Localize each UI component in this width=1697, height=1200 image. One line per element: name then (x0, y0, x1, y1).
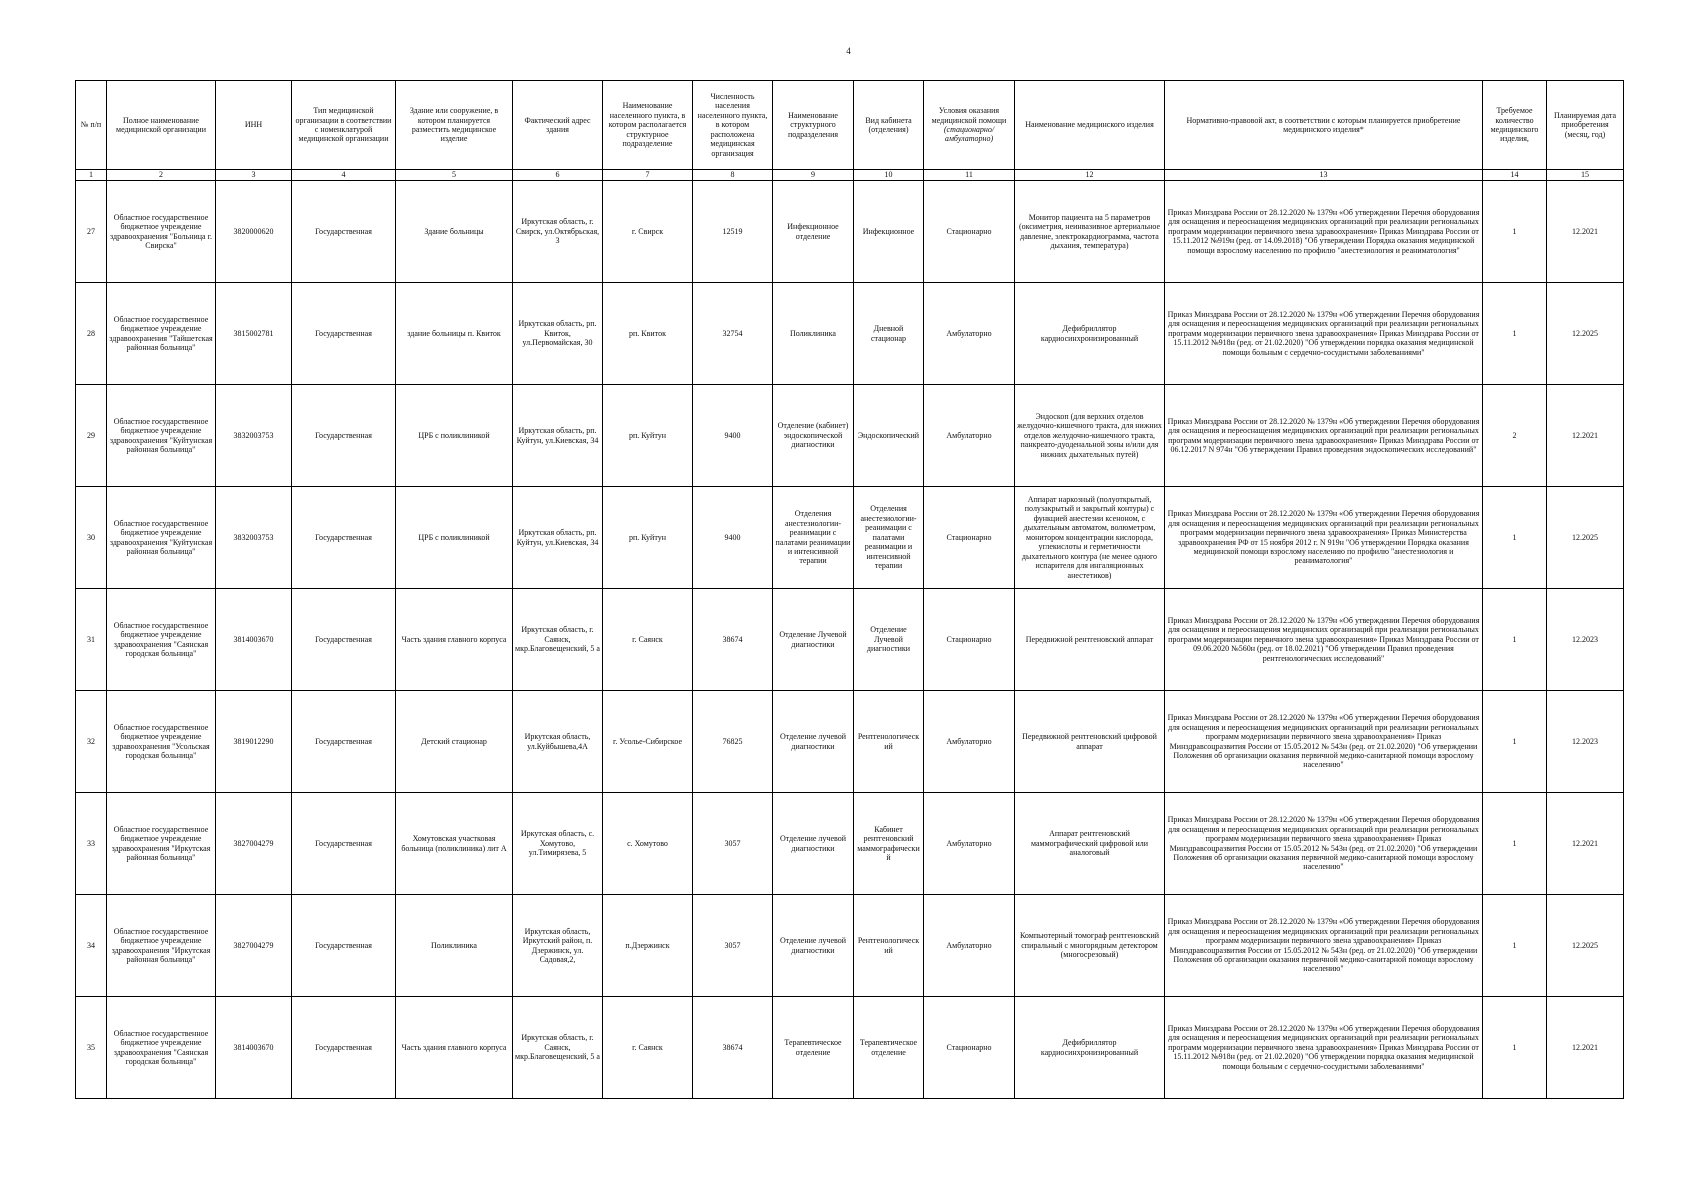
unit-cell: Терапевтическое отделение (773, 997, 854, 1099)
header-cell-unit: Наименование структурного подразделения (773, 81, 854, 170)
address-cell: Иркутская область, г. Саянск, мкр.Благовещенский, 5 а (513, 997, 603, 1099)
settlement-cell: п.Дзержинск (603, 895, 693, 997)
unit-cell: Отделение лучевой диагностики (773, 895, 854, 997)
purchase-date-cell: 12.2021 (1547, 181, 1624, 283)
cabinet-cell: Рентгенологический (854, 691, 924, 793)
column-index-cell: 7 (603, 170, 693, 181)
building-cell: Часть здания главного корпуса (396, 589, 513, 691)
purchase-date-cell: 12.2021 (1547, 385, 1624, 487)
purchase-date-cell: 12.2025 (1547, 895, 1624, 997)
row-number-cell: 33 (76, 793, 107, 895)
address-cell: Иркутская область, г. Свирск, ул.Октябрьская, 3 (513, 181, 603, 283)
quantity-cell: 1 (1483, 793, 1547, 895)
unit-cell: Инфекционное отделение (773, 181, 854, 283)
organization-cell: Областное государственное бюджетное учреждение здравоохранения "Больница г. Свирска" (107, 181, 216, 283)
row-number-cell: 30 (76, 487, 107, 589)
table-row (76, 895, 1624, 997)
organization-cell: Областное государственное бюджетное учреждение здравоохранения "Куйтунская районная больница" (107, 385, 216, 487)
address-cell: Иркутская область, ул.Куйбышева,4А (513, 691, 603, 793)
conditions-cell: Стационарно (924, 997, 1015, 1099)
org-type-cell: Государственная (292, 385, 396, 487)
unit-cell: Отделение Лучевой диагностики (773, 589, 854, 691)
column-index-cell: 1 (76, 170, 107, 181)
quantity-cell: 1 (1483, 691, 1547, 793)
settlement-cell: г. Саянск (603, 589, 693, 691)
organization-cell: Областное государственное бюджетное учреждение здравоохранения "Иркутская районная больница" (107, 895, 216, 997)
population-cell: 38674 (693, 589, 773, 691)
quantity-cell: 1 (1483, 283, 1547, 385)
legal-act-cell: Приказ Минздрава России от 28.12.2020 № 1379н «Об утверждении Перечня оборудования для оснащения и переоснащения медицинских организаций при реализации региональных программ модернизации первичного звена здравоохранения» Приказ Минздрава России от 06.12.2017 N 974н "Об утверждении Правил проведения эндоскопических исследований" (1165, 385, 1483, 487)
inn-cell: 3815002781 (216, 283, 292, 385)
building-cell: здание больницы п. Квиток (396, 283, 513, 385)
table-row (76, 691, 1624, 793)
settlement-cell: рп. Квиток (603, 283, 693, 385)
organization-cell: Областное государственное бюджетное учреждение здравоохранения "Куйтунская районная больница" (107, 487, 216, 589)
building-cell: ЦРБ с поликлиникой (396, 487, 513, 589)
table-row (76, 385, 1624, 487)
inn-cell: 3820000620 (216, 181, 292, 283)
conditions-cell: Амбулаторно (924, 385, 1015, 487)
cabinet-cell: Отделение Лучевой диагностики (854, 589, 924, 691)
quantity-cell: 2 (1483, 385, 1547, 487)
header-cell-qty: Требуемое количество медицинского изделия, (1483, 81, 1547, 170)
column-index-cell: 6 (513, 170, 603, 181)
building-cell: Поликлиника (396, 895, 513, 997)
column-index-cell: 15 (1547, 170, 1624, 181)
column-index-cell: 13 (1165, 170, 1483, 181)
column-index-cell: 10 (854, 170, 924, 181)
quantity-cell: 1 (1483, 181, 1547, 283)
legal-act-cell: Приказ Минздрава России от 28.12.2020 № 1379н «Об утверждении Перечня оборудования для оснащения и переоснащения медицинских организаций при реализации региональных программ модернизации первичного звена здравоохранения» Приказ Минздравсоцразвития России от 15.05.2012 № 543н (ред. от 21.02.2020) "Об утверждении Положения об организации оказания первичной медико-санитарной помощи взрослому населению" (1165, 793, 1483, 895)
inn-cell: 3832003753 (216, 487, 292, 589)
inn-cell: 3814003670 (216, 997, 292, 1099)
table-row (76, 487, 1624, 589)
table-row (76, 589, 1624, 691)
address-cell: Иркутская область, Иркутский район, п. Дзержинск, ул. Садовая,2, (513, 895, 603, 997)
device-cell: Передвижной рентгеновский цифровой аппарат (1015, 691, 1165, 793)
header-cell-conditions-label: Условия оказания медицинской помощи (931, 106, 1007, 125)
header-cell-inn: ИНН (216, 81, 292, 170)
table-row (76, 283, 1624, 385)
building-cell: Здание больницы (396, 181, 513, 283)
conditions-cell: Амбулаторно (924, 793, 1015, 895)
legal-act-cell: Приказ Минздрава России от 28.12.2020 № 1379н «Об утверждении Перечня оборудования для оснащения и переоснащения медицинских организаций при реализации региональных программ модернизации первичного звена здравоохранения» Приказ Минздравсоцразвития России от 15.05.2012 № 543н (ред. от 21.02.2020) "Об утверждении Положения об организации оказания первичной медико-санитарной помощи взрослому населению" (1165, 895, 1483, 997)
legal-act-cell: Приказ Минздрава России от 28.12.2020 № 1379н «Об утверждении Перечня оборудования для оснащения и переоснащения медицинских организаций при реализации региональных программ модернизации первичного звена здравоохранения» Приказ Минздрава России от 09.06.2020 №560н (ред. от 18.02.2021) "Об утверждении Правил проведения рентгенологических исследований" (1165, 589, 1483, 691)
header-cell-act: Нормативно-правовой акт, в соответствии с которым планируется приобретение медицинского изделия* (1165, 81, 1483, 170)
inn-cell: 3832003753 (216, 385, 292, 487)
table-body (76, 181, 1624, 1099)
quantity-cell: 1 (1483, 487, 1547, 589)
table-row (76, 181, 1624, 283)
cabinet-cell: Дневной стационар (854, 283, 924, 385)
page-number: 4 (846, 46, 851, 56)
org-type-cell: Государственная (292, 895, 396, 997)
population-cell: 12519 (693, 181, 773, 283)
unit-cell: Отделение лучевой диагностики (773, 691, 854, 793)
population-cell: 3057 (693, 895, 773, 997)
row-number-cell: 31 (76, 589, 107, 691)
settlement-cell: рп. Куйтун (603, 385, 693, 487)
device-cell: Аппарат наркозный (полуоткрытый, полузакрытый и закрытый контуры) с функцией анестезии ксеноном, с дыхательным автоматом, волюметром, монитором концентрации кислорода, углекислоты и герметичности дыхательного контура (не менее одного испарителя для ингаляционных анестетиков) (1015, 487, 1165, 589)
unit-cell: Поликлиника (773, 283, 854, 385)
legal-act-cell: Приказ Минздрава России от 28.12.2020 № 1379н «Об утверждении Перечня оборудования для оснащения и переоснащения медицинских организаций при реализации региональных программ модернизации первичного звена здравоохранения» Приказ Минздрава России от 15.11.2012 №918н (ред. от 21.02.2020) "Об утверждении порядка оказания медицинской помощи больным с сердечно-сосудистыми заболеваниями" (1165, 997, 1483, 1099)
building-cell: Часть здания главного корпуса (396, 997, 513, 1099)
unit-cell: Отделение лучевой диагностики (773, 793, 854, 895)
building-cell: Детский стационар (396, 691, 513, 793)
settlement-cell: с. Хомутово (603, 793, 693, 895)
unit-cell: Отделения анестезиологии-реанимации с палатами реанимации и интенсивной терапии (773, 487, 854, 589)
org-type-cell: Государственная (292, 283, 396, 385)
device-cell: Передвижной рентгеновский аппарат (1015, 589, 1165, 691)
purchase-date-cell: 12.2025 (1547, 283, 1624, 385)
column-index-cell: 2 (107, 170, 216, 181)
quantity-cell: 1 (1483, 589, 1547, 691)
unit-cell: Отделение (кабинет) эндоскопической диагностики (773, 385, 854, 487)
settlement-cell: г. Саянск (603, 997, 693, 1099)
population-cell: 32754 (693, 283, 773, 385)
conditions-cell: Стационарно (924, 487, 1015, 589)
org-type-cell: Государственная (292, 793, 396, 895)
cabinet-cell: Кабинет рентгеновский маммографический (854, 793, 924, 895)
purchase-date-cell: 12.2025 (1547, 487, 1624, 589)
conditions-cell: Стационарно (924, 589, 1015, 691)
org-type-cell: Государственная (292, 691, 396, 793)
row-number-cell: 28 (76, 283, 107, 385)
settlement-cell: рп. Куйтун (603, 487, 693, 589)
column-index-row (76, 170, 1624, 181)
org-type-cell: Государственная (292, 997, 396, 1099)
equipment-registry-table (75, 80, 1624, 1099)
cabinet-cell: Эндоскопический (854, 385, 924, 487)
header-cell-org: Полное наименование медицинской организации (107, 81, 216, 170)
inn-cell: 3814003670 (216, 589, 292, 691)
settlement-cell: г. Усолье-Сибирское (603, 691, 693, 793)
settlement-cell: г. Свирск (603, 181, 693, 283)
table-row (76, 793, 1624, 895)
organization-cell: Областное государственное бюджетное учреждение здравоохранения "Саянская городская больница" (107, 997, 216, 1099)
device-cell: Аппарат рентгеновский маммографический цифровой или аналоговый (1015, 793, 1165, 895)
device-cell: Монитор пациента на 5 параметров (оксиметрия, неинвазивное артериальное давление, электрокардиограмма, частота дыхания, температура) (1015, 181, 1165, 283)
legal-act-cell: Приказ Минздрава России от 28.12.2020 № 1379н «Об утверждении Перечня оборудования для оснащения и переоснащения медицинских организаций при реализации региональных программ модернизации первичного звена здравоохранения» Приказ Минздравсоцразвития России от 15.05.2012 № 543н (ред. от 21.02.2020) "Об утверждении Положения об организации оказания первичной медико-санитарной помощи взрослому населению" (1165, 691, 1483, 793)
column-index-cell: 14 (1483, 170, 1547, 181)
purchase-date-cell: 12.2023 (1547, 589, 1624, 691)
cabinet-cell: Рентгенологический (854, 895, 924, 997)
address-cell: Иркутская область, рп. Квиток, ул.Первомайская, 30 (513, 283, 603, 385)
header-cell-num: № п/п (76, 81, 107, 170)
device-cell: Дефибриллятор кардиосинхронизированный (1015, 997, 1165, 1099)
device-cell: Дефибриллятор кардиосинхронизированный (1015, 283, 1165, 385)
row-number-cell: 35 (76, 997, 107, 1099)
column-index-cell: 5 (396, 170, 513, 181)
header-cell-address: Фактический адрес здания (513, 81, 603, 170)
header-row (76, 81, 1624, 170)
row-number-cell: 29 (76, 385, 107, 487)
purchase-date-cell: 12.2021 (1547, 997, 1624, 1099)
header-cell-type: Тип медицинской организации в соответствии с номенклатурой медицинской организации (292, 81, 396, 170)
population-cell: 9400 (693, 487, 773, 589)
header-cell-conditions (924, 81, 1015, 170)
conditions-cell: Амбулаторно (924, 895, 1015, 997)
address-cell: Иркутская область, рп. Куйтун, ул.Киевская, 34 (513, 487, 603, 589)
inn-cell: 3827004279 (216, 793, 292, 895)
org-type-cell: Государственная (292, 487, 396, 589)
header-cell-building: Здание или сооружение, в котором планируется разместить медицинское изделие (396, 81, 513, 170)
header-cell-cabinet: Вид кабинета (отделения) (854, 81, 924, 170)
building-cell: ЦРБ с поликлиникой (396, 385, 513, 487)
row-number-cell: 34 (76, 895, 107, 997)
population-cell: 9400 (693, 385, 773, 487)
column-index-cell: 3 (216, 170, 292, 181)
purchase-date-cell: 12.2023 (1547, 691, 1624, 793)
population-cell: 76825 (693, 691, 773, 793)
organization-cell: Областное государственное бюджетное учреждение здравоохранения "Иркутская районная больница" (107, 793, 216, 895)
quantity-cell: 1 (1483, 997, 1547, 1099)
device-cell: Компьютерный томограф рентгеновский спиральный с многорядным детектором (многосрезовый) (1015, 895, 1165, 997)
header-cell-date: Планируемая дата приобретения (месяц, год) (1547, 81, 1624, 170)
row-number-cell: 32 (76, 691, 107, 793)
inn-cell: 3819012290 (216, 691, 292, 793)
organization-cell: Областное государственное бюджетное учреждение здравоохранения "Усольская городская больница" (107, 691, 216, 793)
legal-act-cell: Приказ Минздрава России от 28.12.2020 № 1379н «Об утверждении Перечня оборудования для оснащения и переоснащения медицинских организаций при реализации региональных программ модернизации первичного звена здравоохранения» Приказ Минздрава России от 15.11.2012 №919н (ред. от 14.09.2018) "Об утверждении Порядка оказания медицинской помощи взрослому населению по профилю "анестезиология и реаниматология" (1165, 181, 1483, 283)
legal-act-cell: Приказ Минздрава России от 28.12.2020 № 1379н «Об утверждении Перечня оборудования для оснащения и переоснащения медицинских организаций при реализации региональных программ модернизации первичного звена здравоохранения» Приказ Минздрава России от 15.11.2012 №918н (ред. от 21.02.2020) "Об утверждении порядка оказания медицинской помощи больным с сердечно-сосудистыми заболеваниями" (1165, 283, 1483, 385)
address-cell: Иркутская область, г. Саянск, мкр.Благовещенский, 5 а (513, 589, 603, 691)
cabinet-cell: Инфекционное (854, 181, 924, 283)
purchase-date-cell: 12.2021 (1547, 793, 1624, 895)
org-type-cell: Государственная (292, 181, 396, 283)
device-cell: Эндоскоп (для верхних отделов желудочно-кишечного тракта, для нижних отделов желудочно-кишечного тракта, панкреато-дуоденальной зоны и/или для нижних дыхательных путей) (1015, 385, 1165, 487)
column-index-cell: 8 (693, 170, 773, 181)
column-index-cell: 4 (292, 170, 396, 181)
conditions-cell: Стационарно (924, 181, 1015, 283)
header-cell-device: Наименование медицинского изделия (1015, 81, 1165, 170)
cabinet-cell: Терапевтическое отделение (854, 997, 924, 1099)
column-index-cell: 9 (773, 170, 854, 181)
address-cell: Иркутская область, с. Хомутово, ул.Тимирязева, 5 (513, 793, 603, 895)
legal-act-cell: Приказ Минздрава России от 28.12.2020 № 1379н «Об утверждении Перечня оборудования для оснащения и переоснащения медицинских организаций при реализации региональных программ модернизации первичного звена здравоохранения» Приказ Министерства здравоохранения РФ от 15 ноября 2012 г. N 919н "Об утверждении Порядка оказания медицинской помощи взрослому населению по профилю "анестезиология и реаниматология" (1165, 487, 1483, 589)
table-row (76, 997, 1624, 1099)
population-cell: 3057 (693, 793, 773, 895)
header-cell-settlement: Наименование населенного пункта, в котором располагается структурное подразделение (603, 81, 693, 170)
header-cell-conditions-hint: (стационарно/амбулаторно) (943, 125, 995, 144)
organization-cell: Областное государственное бюджетное учреждение здравоохранения "Саянская городская больница" (107, 589, 216, 691)
organization-cell: Областное государственное бюджетное учреждение здравоохранения "Тайшетская районная больница" (107, 283, 216, 385)
conditions-cell: Амбулаторно (924, 691, 1015, 793)
conditions-cell: Амбулаторно (924, 283, 1015, 385)
inn-cell: 3827004279 (216, 895, 292, 997)
quantity-cell: 1 (1483, 895, 1547, 997)
org-type-cell: Государственная (292, 589, 396, 691)
column-index-cell: 11 (924, 170, 1015, 181)
building-cell: Хомутовская участковая больница (поликлиника) лит А (396, 793, 513, 895)
row-number-cell: 27 (76, 181, 107, 283)
population-cell: 38674 (693, 997, 773, 1099)
column-index-cell: 12 (1015, 170, 1165, 181)
header-cell-population: Численность населения населенного пункта, в котором расположена медицинская организация (693, 81, 773, 170)
cabinet-cell: Отделения анестезиологии-реанимации с палатами реанимации и интенсивной терапии (854, 487, 924, 589)
address-cell: Иркутская область, рп. Куйтун, ул.Киевская, 34 (513, 385, 603, 487)
